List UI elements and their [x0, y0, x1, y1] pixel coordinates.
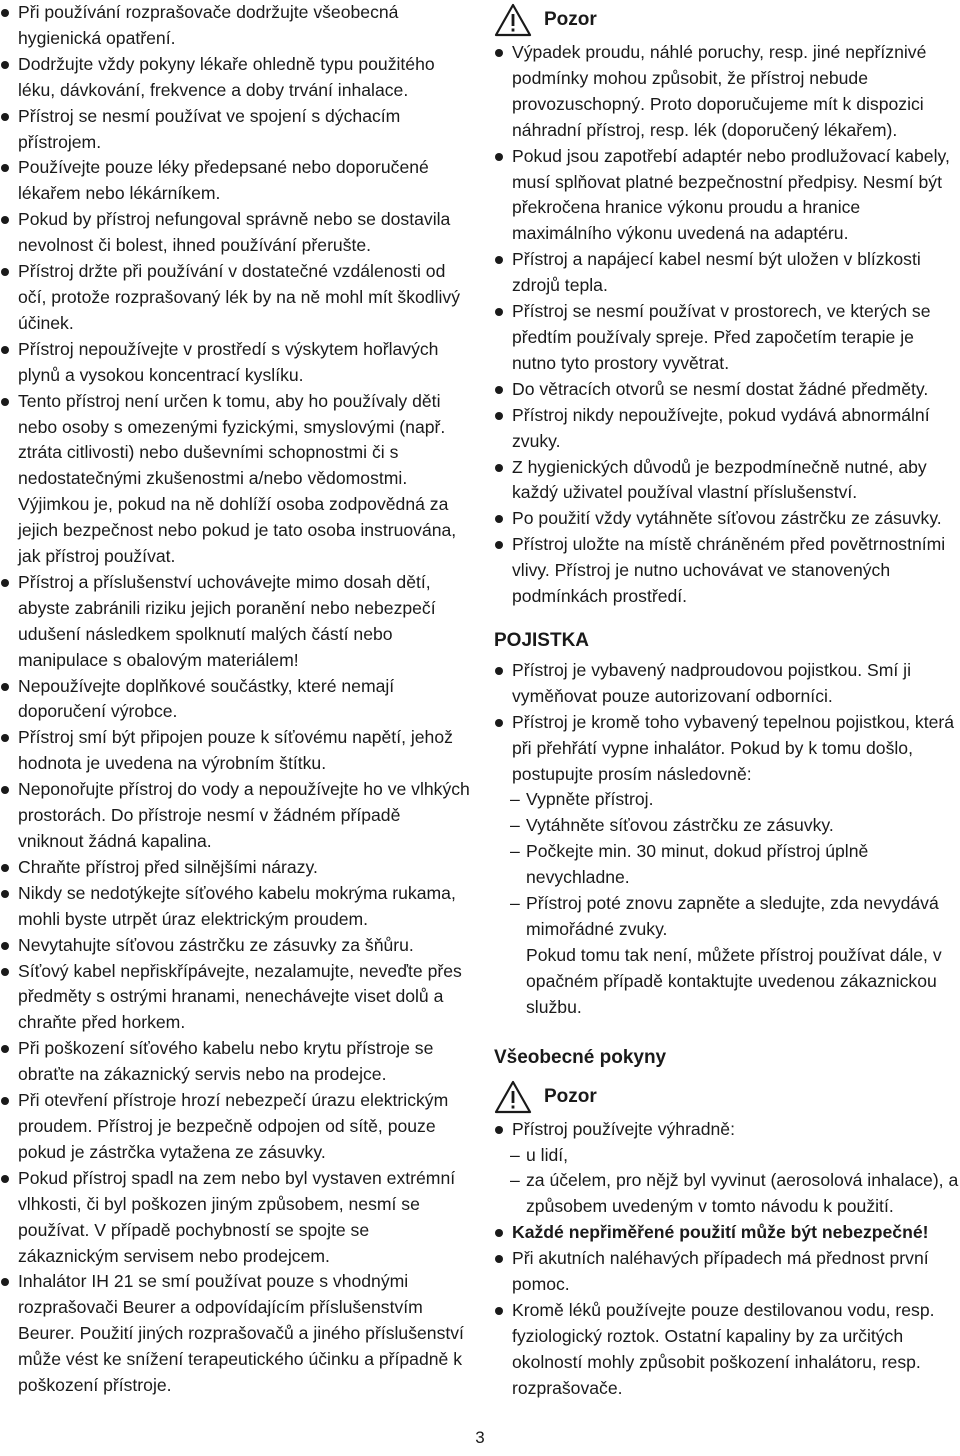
list-item: Výpadek proudu, náhlé poruchy, resp. jiné nepříznivé podmínky mohou způsobit, že přístroj nebude provozuschopný. Proto doporučujeme mít k dispozici náhradní přístroj, resp. lék (doporučený lékařem). — [494, 40, 960, 144]
warning-list — [494, 40, 960, 610]
list-item: Do větracích otvorů se nesmí dostat žádné předměty. — [494, 377, 960, 403]
fuse-step-text: Přístroj poté znovu zapněte a sledujte, zda nevydává mimořádné zvuky. — [526, 893, 939, 939]
list-item: Každé nepřiměřené použití může být nebezpečné! — [494, 1220, 960, 1246]
fuse-step — [494, 787, 960, 813]
list-item: Pokud přístroj spadl na zem nebo byl vystaven extrémní vlhkosti, či byl poškozen jiným způsobem, nesmí se používat. V případě pochybností se spojte se zákaznickým servisem nebo prodejcem. — [0, 1166, 470, 1270]
list-item: Po použití vždy vytáhněte síťovou zástrčku ze zásuvky. — [494, 506, 960, 532]
list-item: Přístroj a příslušenství uchovávejte mimo dosah dětí, abyste zabránili riziku jejich poranění nebo nebezpečí udušení následkem spolknutí malých částí nebo manipulace s obalovým materiálem! — [0, 570, 470, 674]
dash-marker: – — [510, 841, 520, 862]
list-item: Přístroj je kromě toho vybavený tepelnou pojistkou, která při přehřátí vypne inhalátor. Pokud by k tomu došlo, postupujte prosím následovně: — [494, 710, 960, 788]
general-sub-text: za účelem, pro nějž byl vyvinut (aerosolová inhalace), a způsobem uvedeným v tomto návodu k použití. — [526, 1170, 959, 1217]
list-item: Nevytahujte síťovou zástrčku ze zásuvky za šňůru. — [0, 933, 470, 959]
list-item: Při poškození síťového kabelu nebo krytu přístroje se obraťte na zákaznický servis nebo na prodejce. — [0, 1036, 470, 1088]
general-sub-text: u lidí, — [526, 1144, 569, 1165]
list-item: Přístroj nepoužívejte v prostředí s výskytem hořlavých plynů a vysokou koncentrací kyslíku. — [0, 337, 470, 389]
fuse-step — [494, 813, 960, 839]
dash-marker: – — [510, 1170, 520, 1191]
general-sub-item — [494, 1143, 960, 1169]
fuse-list — [494, 658, 960, 788]
list-item: Přístroj uložte na místě chráněném před povětrnostními vlivy. Přístroj je nutno uchovávat ve stanovených podmínkách prostředí. — [494, 532, 960, 610]
fuse-step-text: Vypněte přístroj. — [526, 789, 654, 810]
list-item: Neponořujte přístroj do vody a nepoužívejte ho ve vlhkých prostorách. Do přístroje nesmí v žádném případě vniknout žádná kapalina. — [0, 777, 470, 855]
warning-label: Pozor — [544, 1085, 597, 1107]
fuse-heading: POJISTKA — [494, 629, 590, 651]
general-sub-item — [494, 1168, 960, 1220]
list-item: Při otevření přístroje hrozí nebezpečí úrazu elektrickým proudem. Přístroj je bezpečně odpojen od sítě, pouze pokud je zástrčka vytažena ze zásuvky. — [0, 1088, 470, 1166]
general-list-continued — [494, 1220, 960, 1401]
list-item: Přístroj a napájecí kabel nesmí být uložen v blízkosti zdrojů tepla. — [494, 247, 960, 299]
page-number: 3 — [475, 1428, 485, 1447]
list-item: Inhalátor IH 21 se smí používat pouze s vhodnými rozprašovači Beurer a odpovídajícím příslušenstvím Beurer. Použití jiných rozprašovačů a jiného příslušenství může vést ke snížení terapeutického účinku a případně k poškození přístroje. — [0, 1269, 470, 1399]
list-item: Přístroj smí být připojen pouze k síťovému napětí, jehož hodnota je uvedena na výrobním štítku. — [0, 725, 470, 777]
fuse-step — [494, 839, 960, 891]
warning-header — [494, 0, 960, 40]
list-item: Kromě léků používejte pouze destilovanou vodu, resp. fyziologický roztok. Ostatní kapaliny by za určitých okolností mohly způsobit poškození inhalátoru, resp. rozprašovače. — [494, 1298, 960, 1402]
left-column — [0, 0, 470, 1399]
dash-marker: – — [510, 789, 520, 810]
warning-triangle-icon — [494, 1080, 532, 1114]
list-item: Pokud by přístroj nefungoval správně nebo se dostavila nevolnost či bolest, ihned používání přerušte. — [0, 207, 470, 259]
dash-marker: – — [510, 893, 520, 914]
fuse-step-text: Počkejte min. 30 minut, dokud přístroj úplně nevychladne. — [526, 841, 869, 888]
general-list — [494, 1117, 960, 1143]
fuse-step — [494, 891, 960, 943]
dash-marker: – — [510, 1144, 520, 1165]
list-item: Používejte pouze léky předepsané nebo doporučené lékařem nebo lékárníkem. — [0, 155, 470, 207]
dash-marker: – — [510, 815, 520, 836]
warning-label: Pozor — [544, 9, 597, 30]
general-warning-header — [494, 1077, 960, 1117]
right-column — [494, 0, 960, 1402]
list-item: Přístroj se nesmí používat ve spojení s dýchacím přístrojem. — [0, 104, 470, 156]
list-item: Přístroj držte při používání v dostatečné vzdálenosti od očí, protože rozprašovaný lék by na ně mohl mít škodlivý účinek. — [0, 259, 470, 337]
list-item: Přístroj se nesmí používat v prostorech, ve kterých se předtím používaly spreje. Před započetím terapie je nutno tyto prostory vyvětrat. — [494, 299, 960, 377]
list-item: Dodržujte vždy pokyny lékaře ohledně typu použitého léku, dávkování, frekvence a doby trvání inhalace. — [0, 52, 470, 104]
list-item: Při akutních naléhavých případech má přednost první pomoc. — [494, 1246, 960, 1298]
list-item: Přístroj používejte výhradně: — [494, 1117, 960, 1143]
list-item: Nikdy se nedotýkejte síťového kabelu mokrýma rukama, mohli byste utrpět úraz elektrickým proudem. — [0, 881, 470, 933]
list-item: Přístroj nikdy nepoužívejte, pokud vydává abnormální zvuky. — [494, 403, 960, 455]
list-item: Tento přístroj není určen k tomu, aby ho používaly děti nebo osoby s omezenými fyzickými, smyslovými (např. ztráta citlivosti) nebo duševními schopnostmi či s nedostatečnými zkušenostmi a/nebo vědomostmi. Výjimkou je, pokud na ně dohlíží osoba zodpovědná za jejich bezpečnost nebo pokud je tato osoba instruována, jak přístroj používat. — [0, 389, 470, 570]
list-item: Pokud jsou zapotřebí adaptér nebo prodlužovací kabely, musí splňovat platné bezpečnostní předpisy. Nesmí být překročena hranice výkonu proudu a hranice maximálního výkonu uvedená na adaptéru. — [494, 144, 960, 248]
fuse-step-text: Vytáhněte síťovou zástrčku ze zásuvky. — [526, 815, 834, 836]
fuse-note: Pokud tomu tak není, můžete přístroj používat dále, v opačném případě kontaktujte uvedenou zákaznickou službu. — [526, 944, 942, 1017]
list-item: Při používání rozprašovače dodržujte všeobecná hygienická opatření. — [0, 0, 470, 52]
list-item: Síťový kabel nepřiskřípávejte, nezalamujte, neveďte přes předměty s ostrými hranami, nenechávejte viset dolů a chraňte před horkem. — [0, 959, 470, 1037]
general-heading: Všeobecné pokyny — [494, 1046, 667, 1068]
list-item: Z hygienických důvodů je bezpodmínečně nutné, aby každý uživatel používal vlastní příslušenství. — [494, 455, 960, 507]
warning-triangle-icon — [494, 3, 532, 37]
safety-list — [0, 0, 470, 1399]
list-item: Chraňte přístroj před silnějšími nárazy. — [0, 855, 470, 881]
list-item: Nepoužívejte doplňkové součástky, které nemají doporučení výrobce. — [0, 674, 470, 726]
list-item: Přístroj je vybavený nadproudovou pojistkou. Smí ji vyměňovat pouze autorizovaní odborníci. — [494, 658, 960, 710]
